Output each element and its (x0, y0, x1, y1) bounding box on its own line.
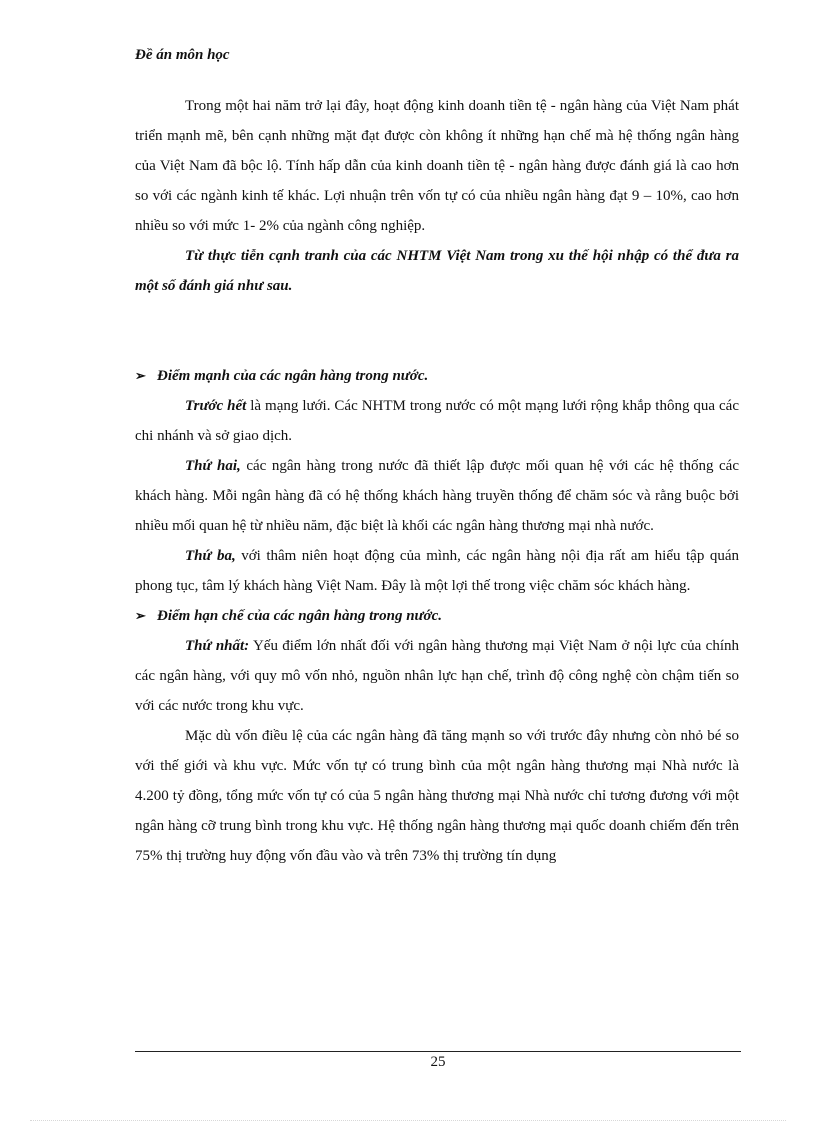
page-number: 25 (430, 1054, 446, 1070)
strengths-heading-text: Điểm mạnh của các ngân hàng trong nước. (157, 368, 429, 384)
strength-item-lead: Thứ hai, (185, 458, 241, 474)
strength-item-text: là mạng lưới. Các NHTM trong nước có một mạng lưới rộng khắp thông qua các chi nhánh và sở giao dịch. (135, 398, 739, 444)
weaknesses-heading (135, 601, 739, 631)
section-gap (135, 301, 739, 361)
strength-item-lead: Trước hết (185, 398, 247, 414)
weakness-item (135, 631, 739, 721)
weakness-paragraph: Mặc dù vốn điều lệ của các ngân hàng đã tăng mạnh so với trước đây nhưng còn nhỏ bé so với thế giới và khu vực. Mức vốn tự có trung bình của một ngân hàng thương mại Nhà nước là 4.200 tỷ đồng, tổng mức vốn tự có của 5 ngân hàng thương mại Nhà nước chỉ tương đương với một ngân hàng cỡ trung bình trong khu vực. Hệ thống ngân hàng thương mại quốc doanh chiếm đến trên 75% thị trường huy động vốn đầu vào và trên 73% thị trường tín dụng (135, 728, 739, 864)
strength-item-lead: Thứ ba, (185, 548, 236, 564)
strength-item (135, 541, 739, 601)
strength-item-text: các ngân hàng trong nước đã thiết lập được mối quan hệ với các hệ thống các khách hàng. Mỗi ngân hàng đã có hệ thống khách hàng truyền thống để chăm sóc và rằng buộc bởi nhiều mối quan hệ từ nhiều năm, đặc biệt là khối các ngân hàng thương mại nhà nước. (135, 458, 739, 534)
page-edge-divider (30, 1120, 786, 1121)
document-body (135, 91, 739, 871)
weakness-item-text: Yếu điểm lớn nhất đối với ngân hàng thương mại Việt Nam ở nội lực của chính các ngân hàng, với quy mô vốn nhỏ, nguồn nhân lực hạn chế, trình độ công nghệ còn chậm tiến so với các nước trong khu vực. (135, 638, 739, 714)
footer-divider (135, 1051, 741, 1052)
document-header: Đề án môn học (135, 47, 230, 63)
weaknesses-heading-text: Điểm hạn chế của các ngân hàng trong nước. (157, 608, 442, 624)
arrow-bullet-icon: ➢ (135, 368, 146, 383)
strengths-heading (135, 361, 739, 391)
strength-item-text: với thâm niên hoạt động của mình, các ngân hàng nội địa rất am hiểu tập quán phong tục, tâm lý khách hàng Việt Nam. Đây là một lợi thế trong việc chăm sóc khách hàng. (135, 548, 739, 594)
weakness-item-lead: Thứ nhất: (185, 638, 250, 654)
strength-item (135, 391, 739, 451)
intro-emphasis: Từ thực tiễn cạnh tranh của các NHTM Việt Nam trong xu thế hội nhập có thể đưa ra một số đánh giá như sau. (135, 248, 739, 294)
arrow-bullet-icon: ➢ (135, 608, 146, 623)
strength-item (135, 451, 739, 541)
intro-paragraph: Trong một hai năm trở lại đây, hoạt động kinh doanh tiền tệ - ngân hàng của Việt Nam phát triển mạnh mẽ, bên cạnh những mặt đạt được còn không ít những hạn chế mà hệ thống ngân hàng của Việt Nam đã bộc lộ. Tính hấp dẫn của kinh doanh tiền tệ - ngân hàng được đánh giá là cao hơn so với các ngành kinh tế khác. Lợi nhuận trên vốn tự có của nhiều ngân hàng đạt 9 – 10%, cao hơn nhiều so với mức 1- 2% của ngành công nghiệp. (135, 98, 739, 234)
